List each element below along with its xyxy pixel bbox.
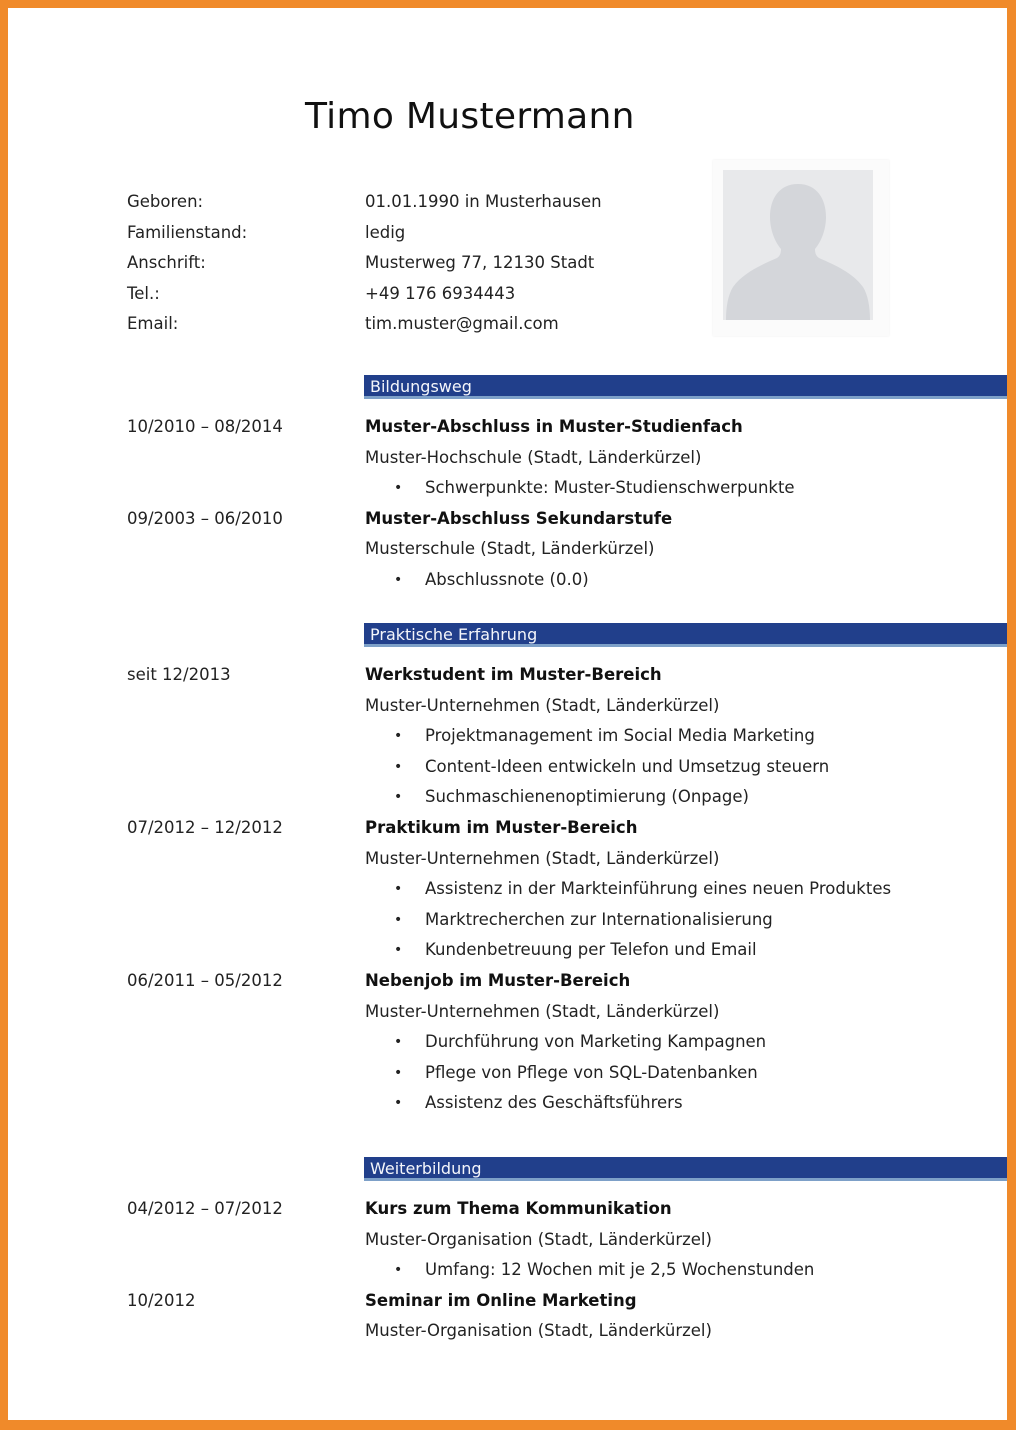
bullet-icon: • bbox=[394, 911, 403, 928]
entry-bullet-row bbox=[8, 1088, 1007, 1118]
bullet-icon: • bbox=[394, 572, 403, 588]
personal-info-row bbox=[8, 218, 1007, 248]
entry-date: 07/2012 – 12/2012 bbox=[127, 818, 283, 837]
personal-label: Tel.: bbox=[127, 283, 160, 303]
bullet-text: Pflege von Pflege von SQL-Datenbanken bbox=[425, 1062, 758, 1082]
bullet-text: Content-Ideen entwickeln und Umsetzug steuern bbox=[425, 756, 830, 776]
personal-value: tim.muster@gmail.com bbox=[365, 314, 559, 334]
entry-title-row bbox=[8, 1286, 1007, 1316]
personal-info-row bbox=[8, 279, 1007, 309]
entry-title-row bbox=[8, 813, 1007, 843]
entry-bullet-row bbox=[8, 752, 1007, 782]
personal-label: Anschrift: bbox=[127, 253, 206, 273]
bullet-icon: • bbox=[394, 1095, 403, 1112]
bullet-icon: • bbox=[394, 1034, 403, 1051]
section-header: Praktische Erfahrung bbox=[364, 623, 1007, 647]
personal-label: Email: bbox=[127, 314, 179, 334]
personal-label: Familienstand: bbox=[127, 222, 248, 242]
bullet-icon: • bbox=[394, 881, 403, 898]
section-header: Weiterbildung bbox=[364, 1157, 1007, 1181]
entry-bullet-row bbox=[8, 1058, 1007, 1088]
entry-title-row bbox=[8, 1194, 1007, 1224]
entry-date: 06/2011 – 05/2012 bbox=[127, 971, 283, 990]
entry-date: 04/2012 – 07/2012 bbox=[127, 1199, 283, 1218]
cv-page bbox=[8, 8, 1007, 1420]
entry-org-row bbox=[8, 534, 1007, 564]
bullet-text: Projektmanagement im Social Media Marketing bbox=[425, 726, 815, 746]
entry-org-row bbox=[8, 1225, 1007, 1255]
entry-date: seit 12/2013 bbox=[127, 665, 231, 684]
entry-bullet-row bbox=[8, 905, 1007, 935]
entry-org-row bbox=[8, 997, 1007, 1027]
entry-organization: Musterschule (Stadt, Länderkürzel) bbox=[365, 539, 655, 559]
entry-title-row bbox=[8, 660, 1007, 690]
personal-info-row bbox=[8, 309, 1007, 339]
entry-org-row bbox=[8, 844, 1007, 874]
entry-title-row bbox=[8, 412, 1007, 442]
entry-organization: Muster-Organisation (Stadt, Länderkürzel) bbox=[365, 1229, 712, 1249]
personal-info-row bbox=[8, 248, 1007, 278]
entry-title: Kurs zum Thema Kommunikation bbox=[365, 1199, 672, 1218]
entry-organization: Muster-Unternehmen (Stadt, Länderkürzel) bbox=[365, 695, 720, 715]
entry-title: Muster-Abschluss in Muster-Studienfach bbox=[365, 417, 743, 436]
bullet-text: Suchmaschienenoptimierung (Onpage) bbox=[425, 787, 749, 807]
entry-bullet-row bbox=[8, 565, 1007, 595]
personal-value: Musterweg 77, 12130 Stadt bbox=[365, 253, 595, 273]
entry-bullet-row bbox=[8, 935, 1007, 965]
bullet-text: Marktrecherchen zur Internationalisierung bbox=[425, 909, 773, 929]
entry-title: Muster-Abschluss Sekundarstufe bbox=[365, 508, 673, 528]
entry-bullet-row bbox=[8, 1027, 1007, 1057]
entry-title: Seminar im Online Marketing bbox=[365, 1290, 637, 1310]
entry-organization: Muster-Unternehmen (Stadt, Länderkürzel) bbox=[365, 848, 720, 868]
entry-title-row bbox=[8, 966, 1007, 996]
entry-bullet-row bbox=[8, 1255, 1007, 1285]
entry-title-row bbox=[8, 504, 1007, 534]
personal-value: 01.01.1990 in Musterhausen bbox=[365, 192, 602, 211]
bullet-text: Assistenz des Geschäftsführers bbox=[425, 1093, 683, 1113]
entry-bullet-row bbox=[8, 782, 1007, 812]
personal-value: ledig bbox=[365, 222, 406, 242]
personal-label: Geboren: bbox=[127, 192, 204, 211]
bullet-text: Abschlussnote (0.0) bbox=[425, 570, 589, 589]
entry-date: 10/2010 – 08/2014 bbox=[127, 417, 283, 436]
entry-org-row bbox=[8, 443, 1007, 473]
bullet-icon: • bbox=[394, 789, 403, 806]
bullet-text: Kundenbetreuung per Telefon und Email bbox=[425, 940, 757, 960]
bullet-icon: • bbox=[394, 1262, 403, 1279]
bullet-text: Assistenz in der Markteinführung eines neuen Produktes bbox=[425, 879, 892, 899]
bullet-icon: • bbox=[394, 758, 403, 775]
entry-organization: Muster-Organisation (Stadt, Länderkürzel) bbox=[365, 1321, 712, 1341]
entry-org-row bbox=[8, 691, 1007, 721]
entry-org-row bbox=[8, 1316, 1007, 1346]
entry-date: 09/2003 – 06/2010 bbox=[127, 508, 283, 528]
entry-organization: Muster-Unternehmen (Stadt, Länderkürzel) bbox=[365, 1001, 720, 1021]
entry-organization: Muster-Hochschule (Stadt, Länderkürzel) bbox=[365, 447, 702, 467]
bullet-icon: • bbox=[394, 942, 403, 959]
entry-bullet-row bbox=[8, 874, 1007, 904]
entry-date: 10/2012 bbox=[127, 1290, 196, 1310]
bullet-text: Umfang: 12 Wochen mit je 2,5 Wochenstunden bbox=[425, 1260, 815, 1280]
applicant-name: Timo Mustermann bbox=[305, 96, 635, 137]
entry-title: Werkstudent im Muster-Bereich bbox=[365, 665, 662, 684]
bullet-text: Schwerpunkte: Muster-Studienschwerpunkte bbox=[425, 478, 795, 498]
bullet-icon: • bbox=[394, 728, 403, 745]
section-header: Bildungsweg bbox=[364, 375, 1007, 399]
entry-title: Nebenjob im Muster-Bereich bbox=[365, 971, 631, 990]
bullet-icon: • bbox=[394, 480, 403, 497]
entry-bullet-row bbox=[8, 721, 1007, 751]
bullet-icon: • bbox=[394, 1064, 403, 1081]
entry-bullet-row bbox=[8, 473, 1007, 503]
personal-value: +49 176 6934443 bbox=[365, 283, 516, 303]
personal-info-row bbox=[8, 187, 1007, 217]
bullet-text: Durchführung von Marketing Kampagnen bbox=[425, 1032, 767, 1052]
entry-title: Praktikum im Muster-Bereich bbox=[365, 818, 638, 837]
